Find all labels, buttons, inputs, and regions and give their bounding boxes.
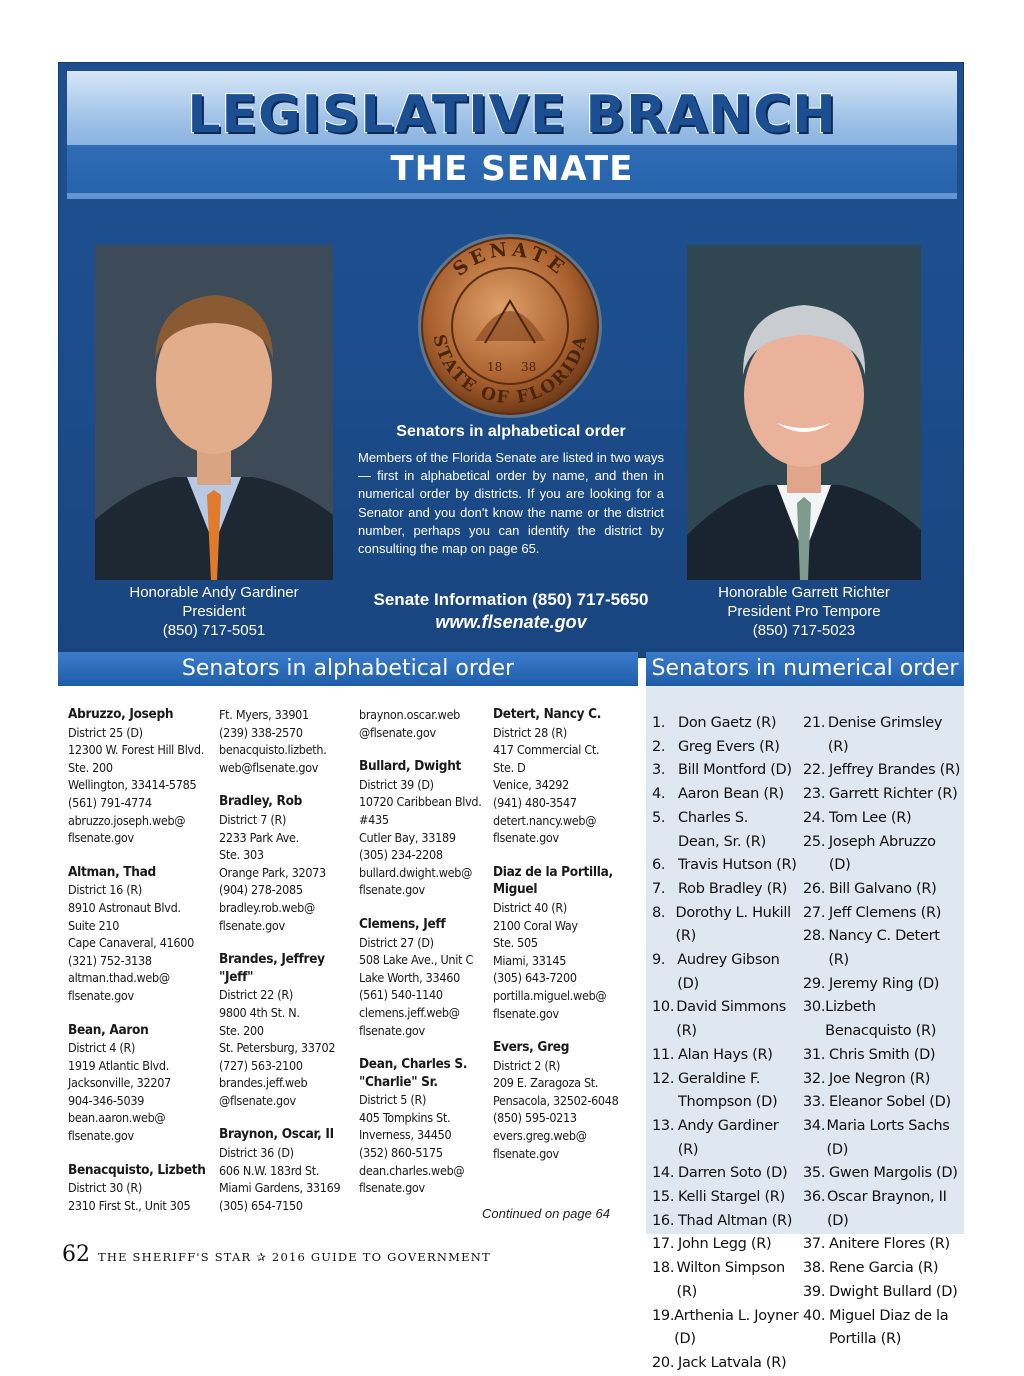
senator-detail-line: Cutler Bay, 33189	[359, 829, 456, 845]
senator-detail-line: District 16 (R)	[68, 882, 142, 898]
senator-entry	[493, 1039, 633, 1162]
district-number: 3.	[652, 762, 666, 779]
senator-detail-line: 2233 Park Ave.	[219, 829, 299, 845]
senator-detail-line: 508 Lake Ave., Unit C	[359, 952, 474, 968]
district-senator: John Legg (R)	[678, 1236, 772, 1253]
senator-detail-line: District 30 (R)	[68, 1180, 142, 1196]
district-senator: Aaron Bean (R)	[678, 786, 784, 803]
district-number: 19.	[652, 1307, 675, 1324]
district-number: 6.	[652, 857, 666, 874]
senator-detail-line: District 27 (D)	[359, 934, 434, 950]
district-number: 13.	[652, 1117, 675, 1134]
district-item	[803, 1091, 961, 1115]
district-number: 8.	[652, 904, 666, 921]
senator-entry	[493, 706, 633, 847]
district-senator: Portilla (R)	[829, 1331, 902, 1348]
pro-tempore-role: President Pro Tempore	[727, 603, 881, 620]
senator-detail-line: portilla.miguel.web@	[493, 987, 607, 1003]
district-number: 21.	[803, 715, 826, 731]
district-number: 14.	[652, 1165, 675, 1182]
district-item	[803, 1186, 961, 1233]
senator-name: Abruzzo, Joseph	[68, 706, 174, 722]
seal-year-right: 38	[521, 360, 537, 374]
senator-detail-line: Venice, 34292	[493, 777, 570, 793]
senator-detail-line: Miami, 33145	[493, 952, 567, 968]
senator-detail-line: flsenate.gov	[219, 917, 285, 933]
district-item	[803, 925, 961, 972]
district-senator: Joseph Abruzzo (D)	[828, 833, 936, 874]
senator-detail-line: (561) 540-1140	[359, 987, 443, 1003]
page-subtitle: THE SENATE	[390, 149, 634, 189]
president-phone: (850) 717-5051	[162, 622, 266, 639]
district-item	[652, 878, 802, 902]
district-item	[652, 1044, 802, 1068]
alpha-column-3	[359, 706, 493, 1197]
district-item	[803, 783, 961, 807]
senator-detail-line: Suite 210	[68, 917, 120, 933]
district-item	[803, 831, 961, 878]
district-item	[803, 1068, 961, 1092]
district-number: 36.	[803, 1189, 826, 1206]
senator-detail-line: bean.aaron.web@	[68, 1110, 166, 1126]
district-item	[803, 1328, 961, 1352]
district-item	[652, 1115, 802, 1162]
district-senator: Chris Smith (D)	[829, 1046, 936, 1063]
district-senator: Oscar Braynon, II (D)	[826, 1189, 947, 1229]
district-number: 12.	[652, 1070, 675, 1087]
senator-name: Braynon, Oscar, II	[219, 1126, 334, 1143]
district-senator: David Simmons (R)	[676, 999, 786, 1040]
senator-detail-line: evers.greg.web@	[493, 1128, 587, 1144]
senator-entry	[219, 706, 357, 776]
senator-detail-line: @flsenate.gov	[359, 724, 436, 740]
district-item	[803, 973, 961, 997]
district-number: 5.	[652, 809, 666, 826]
senator-detail-line: flsenate.gov	[68, 987, 134, 1003]
senator-detail-line: 9800 4th St. N.	[219, 1004, 300, 1020]
senator-detail-line: 8910 Astronaut Blvd.	[68, 899, 181, 915]
seal-year-left: 18	[487, 360, 503, 374]
senator-name: Benacquisto, Lizbeth	[68, 1161, 206, 1178]
intro-block	[358, 423, 664, 558]
numeric-section-header: Senators in numerical order	[646, 652, 964, 686]
senator-detail-line: (904) 278-2085	[219, 882, 303, 898]
numeric-list-left	[652, 712, 802, 1376]
district-item	[652, 1210, 802, 1234]
district-item	[652, 1352, 802, 1376]
district-senator: Jeffrey Brandes (R)	[829, 762, 961, 779]
district-senator: Joe Negron (R)	[829, 1070, 931, 1087]
senator-detail-line: clemens.jeff.web@	[359, 1004, 460, 1020]
senator-detail-line: (850) 595-0213	[493, 1110, 577, 1126]
senator-detail-line: District 39 (D)	[359, 776, 434, 792]
senator-name: Dean, Charles S. "Charlie" Sr.	[359, 1056, 468, 1090]
district-number: 11.	[652, 1046, 675, 1063]
district-number: 9.	[652, 952, 666, 969]
district-senator: Bill Montford (D)	[678, 762, 792, 779]
district-number: 35.	[803, 1165, 826, 1182]
district-item	[803, 1233, 961, 1257]
senator-detail-line: Cape Canaveral, 41600	[68, 935, 194, 951]
page-title: LEGISLATIVE BRANCH	[187, 85, 837, 145]
page-number: 62	[62, 1242, 90, 1267]
district-senator: Jeff Clemens (R)	[829, 904, 942, 921]
district-item	[652, 1162, 802, 1186]
senator-detail-line: District 28 (R)	[493, 724, 567, 740]
district-item	[652, 783, 802, 807]
district-number: 27.	[803, 904, 826, 921]
district-number: 18.	[652, 1260, 675, 1277]
district-number	[652, 1091, 678, 1115]
district-number: 38.	[803, 1260, 826, 1277]
senator-detail-line: 2310 First St., Unit 305	[68, 1197, 191, 1213]
district-number: 40.	[803, 1307, 826, 1324]
senator-entry	[219, 951, 357, 1109]
district-item	[652, 902, 802, 949]
district-item	[652, 807, 802, 831]
district-number: 39.	[803, 1283, 826, 1300]
senator-detail-line: 606 N.W. 183rd St.	[219, 1162, 320, 1178]
senator-detail-line: (305) 654-7150	[219, 1197, 303, 1213]
senator-entry	[68, 706, 218, 847]
senator-detail-line: dean.charles.web@	[359, 1162, 465, 1178]
district-number: 20.	[652, 1354, 675, 1371]
district-senator: Tom Lee (R)	[829, 809, 912, 826]
district-item	[803, 878, 961, 902]
senator-detail-line: braynon.oscar.web	[359, 707, 461, 722]
senator-detail-line: (305) 643-7200	[493, 970, 577, 986]
title-band	[67, 71, 957, 199]
president-name: Honorable Andy Gardiner	[129, 584, 299, 601]
senator-detail-line: (352) 860-5175	[359, 1145, 443, 1161]
senator-detail-line: 12300 W. Forest Hill Blvd.	[68, 742, 204, 758]
intro-text: Members of the Florida Senate are listed in two ways — first in alphabetical order by name, and then in numerical order by districts. If you are looking for a Senator and you don't know the name or the district number, perhaps you can identify the district by consulting the map on page 65.	[358, 450, 664, 557]
pro-tempore-photo	[687, 245, 921, 580]
senator-detail-line: District 40 (R)	[493, 899, 567, 915]
district-number: 26.	[803, 880, 826, 897]
district-senator: Travis Hutson (R)	[678, 857, 797, 874]
senator-detail-line: Ste. 303	[219, 847, 264, 863]
senator-entry	[68, 1162, 218, 1215]
district-senator: Wilton Simpson (R)	[676, 1260, 785, 1300]
senator-name: Detert, Nancy C.	[493, 706, 602, 722]
district-item	[652, 854, 802, 878]
senator-detail-line: 904-346-5039	[68, 1092, 145, 1108]
senator-detail-line: (941) 480-3547	[493, 794, 577, 810]
district-number: 24.	[803, 809, 826, 826]
senator-detail-line: altman.thad.web@	[68, 970, 170, 986]
senator-detail-line: (239) 338-2570	[219, 724, 303, 740]
senator-detail-line: 1919 Atlantic Blvd.	[68, 1057, 169, 1073]
district-number: 31.	[803, 1046, 826, 1063]
president-role: President	[182, 603, 246, 620]
senator-detail-line: District 4 (R)	[68, 1040, 136, 1056]
district-item	[652, 1091, 802, 1115]
senator-detail-line: (727) 563-2100	[219, 1057, 303, 1073]
district-item	[652, 1305, 802, 1352]
senator-detail-line: flsenate.gov	[493, 1145, 559, 1161]
district-number: 25.	[803, 833, 826, 850]
senator-detail-line: benacquisto.lizbeth.	[219, 742, 327, 758]
publication-name: THE SHERIFF'S STAR ✰ 2016 GUIDE TO GOVERNMENT	[98, 1250, 491, 1264]
senator-detail-line: 417 Commercial Ct.	[493, 742, 600, 758]
senator-detail-line: Miami Gardens, 33169	[219, 1180, 341, 1196]
district-number	[803, 1328, 829, 1352]
alpha-section-header: Senators in alphabetical order	[58, 652, 638, 686]
pro-tempore-name: Honorable Garrett Richter	[718, 584, 890, 601]
district-number: 4.	[652, 786, 666, 803]
district-senator: Gwen Margolis (D)	[829, 1165, 958, 1182]
district-number: 30.	[803, 999, 826, 1016]
district-number: 28.	[803, 928, 826, 945]
district-item	[652, 1257, 802, 1304]
seal-bottom-text: STATE OF FLORIDA	[428, 332, 592, 409]
district-item	[803, 1115, 961, 1162]
senator-detail-line: @flsenate.gov	[219, 1092, 296, 1108]
senator-name: Evers, Greg	[493, 1039, 570, 1056]
senator-detail-line: Inverness, 34450	[359, 1127, 452, 1143]
district-item	[803, 1281, 961, 1305]
senator-name: Bean, Aaron	[68, 1021, 149, 1038]
district-item	[652, 1186, 802, 1210]
alpha-column-4	[493, 706, 633, 1162]
senator-detail-line: Jacksonville, 32207	[68, 1075, 171, 1091]
senator-detail-line: flsenate.gov	[68, 1128, 134, 1144]
senator-detail-line: Ste. 505	[493, 935, 538, 951]
district-item	[803, 1162, 961, 1186]
continued-note: Continued on page 64	[482, 1206, 610, 1221]
district-senator: Thompson (D)	[678, 1094, 778, 1111]
district-senator: Miguel Diaz de la	[829, 1307, 949, 1324]
district-item	[652, 712, 802, 736]
district-senator: Arthenia L. Joyner (D)	[674, 1307, 799, 1348]
district-item	[652, 949, 802, 996]
senator-detail-line: Lake Worth, 33460	[359, 969, 460, 985]
district-item	[652, 996, 802, 1043]
senator-name: Diaz de la Portilla, Miguel	[493, 863, 613, 898]
district-number: 34.	[803, 1117, 826, 1134]
district-senator: Bill Galvano (R)	[829, 880, 937, 897]
senator-detail-line: (561) 791-4774	[68, 794, 152, 810]
district-number: 33.	[803, 1094, 826, 1111]
district-item	[803, 759, 961, 783]
senator-name: Altman, Thad	[68, 863, 156, 880]
pro-tempore-phone: (850) 717-5023	[752, 622, 856, 639]
district-senator: Denise Grimsley (R)	[827, 715, 943, 755]
district-number	[652, 831, 678, 855]
senator-name: Bullard, Dwight	[359, 758, 462, 775]
seal-top-text: SENATE	[448, 238, 572, 281]
district-senator: Jack Latvala (R)	[678, 1354, 787, 1371]
district-senator: Eleanor Sobel (D)	[829, 1094, 951, 1111]
senate-info-phone: Senate Information (850) 717-5650	[373, 590, 649, 609]
subtitle-band	[67, 145, 957, 193]
district-number: 32.	[803, 1070, 826, 1087]
district-number: 23.	[803, 786, 826, 803]
district-number: 17.	[652, 1236, 675, 1253]
senator-detail-line: 209 E. Zaragoza St.	[493, 1075, 599, 1091]
district-senator: Don Gaetz (R)	[678, 715, 777, 731]
district-senator: Darren Soto (D)	[678, 1165, 788, 1182]
senator-detail-line: flsenate.gov	[359, 1180, 425, 1196]
senator-entry	[359, 758, 493, 899]
president-caption	[95, 583, 333, 640]
senator-detail-line: Ste. 200	[219, 1022, 264, 1038]
senator-name: Bradley, Rob	[219, 793, 303, 810]
district-item	[652, 736, 802, 760]
senator-detail-line: bradley.rob.web@	[219, 899, 315, 915]
district-item	[652, 1233, 802, 1257]
senator-detail-line: 2100 Coral Way	[493, 917, 578, 933]
senator-entry	[493, 864, 633, 1022]
senator-detail-line: Orange Park, 32073	[219, 864, 326, 880]
senator-detail-line: #435	[359, 811, 389, 827]
senator-entry	[68, 864, 218, 1005]
senator-detail-line: flsenate.gov	[359, 1022, 425, 1038]
senator-detail-line: District 22 (R)	[219, 987, 293, 1003]
district-number: 7.	[652, 880, 666, 897]
senator-entry	[219, 1126, 357, 1214]
senator-detail-line: 405 Tompkins St.	[359, 1109, 451, 1125]
senator-detail-line: St. Petersburg, 33702	[219, 1040, 336, 1056]
senator-detail-line: (321) 752-3138	[68, 952, 152, 968]
district-item	[803, 712, 961, 759]
senator-detail-line: Ft. Myers, 33901	[219, 707, 309, 722]
president-photo	[95, 245, 333, 580]
district-senator: Dorothy L. Hukill (R)	[675, 904, 791, 945]
district-senator: Garrett Richter (R)	[829, 786, 958, 803]
senator-detail-line: flsenate.gov	[493, 830, 559, 846]
district-item	[803, 996, 961, 1043]
senator-detail-line: detert.nancy.web@	[493, 812, 597, 828]
district-senator: Dean, Sr. (R)	[678, 833, 766, 850]
alpha-column-2	[219, 706, 357, 1214]
senator-detail-line: flsenate.gov	[359, 882, 425, 898]
numeric-list-right	[803, 712, 961, 1352]
footer	[62, 1242, 491, 1267]
senator-entry	[359, 706, 493, 741]
senate-seal	[415, 231, 605, 421]
district-senator: Lizbeth Benacquisto (R)	[825, 999, 937, 1040]
district-item	[803, 1257, 961, 1281]
senator-detail-line: bullard.dwight.web@	[359, 864, 473, 880]
district-number: 1.	[652, 715, 666, 731]
district-senator: Nancy C. Detert (R)	[828, 928, 940, 969]
senator-detail-line: District 5 (R)	[359, 1092, 427, 1108]
senator-detail-line: 10720 Caribbean Blvd.	[359, 794, 482, 810]
district-senator: Charles S.	[678, 809, 749, 826]
senator-detail-line: flsenate.gov	[493, 1005, 559, 1021]
district-number: 2.	[652, 738, 666, 755]
senator-detail-line: (305) 234-2208	[359, 847, 443, 863]
district-number: 15.	[652, 1189, 675, 1206]
senator-detail-line: Pensacola, 32502-6048	[493, 1092, 619, 1108]
senator-detail-line: brandes.jeff.web	[219, 1075, 308, 1091]
district-number: 10.	[652, 999, 675, 1016]
district-item	[803, 1305, 961, 1329]
senator-detail-line: web@flsenate.gov	[219, 759, 319, 775]
district-item	[803, 902, 961, 926]
senator-detail-line: flsenate.gov	[68, 830, 134, 846]
district-senator: Geraldine F.	[678, 1070, 761, 1087]
district-senator: Andy Gardiner (R)	[677, 1117, 779, 1158]
district-senator: Audrey Gibson (D)	[677, 952, 780, 992]
senator-detail-line: Ste. D	[493, 759, 526, 775]
district-number: 16.	[652, 1212, 675, 1229]
district-number: 22.	[803, 762, 826, 779]
district-senator: Maria Lorts Sachs (D)	[826, 1117, 950, 1158]
senator-entry	[359, 916, 493, 1039]
district-item	[803, 807, 961, 831]
intro-heading: Senators in alphabetical order	[396, 423, 626, 440]
district-item	[652, 759, 802, 783]
district-item	[803, 1044, 961, 1068]
senator-name: Clemens, Jeff	[359, 915, 446, 932]
senator-name: Brandes, Jeffrey "Jeff"	[219, 951, 325, 985]
district-number: 37.	[803, 1236, 826, 1253]
senator-detail-line: District 2 (R)	[493, 1057, 561, 1073]
senator-entry	[219, 793, 357, 934]
district-senator: Kelli Stargel (R)	[678, 1189, 785, 1206]
district-senator: Anitere Flores (R)	[829, 1236, 950, 1253]
senator-detail-line: District 36 (D)	[219, 1145, 294, 1161]
senator-detail-line: Wellington, 33414-5785	[68, 777, 197, 793]
pro-tempore-caption	[687, 583, 921, 640]
senator-detail-line: Ste. 200	[68, 759, 113, 775]
district-senator: Rene Garcia (R)	[829, 1260, 939, 1277]
district-item	[652, 1068, 802, 1092]
district-item	[652, 831, 802, 855]
alpha-column-1	[68, 706, 218, 1214]
senator-entry	[359, 1056, 493, 1197]
district-senator: Thad Altman (R)	[678, 1212, 793, 1229]
district-senator: Greg Evers (R)	[678, 738, 780, 755]
district-senator: Dwight Bullard (D)	[829, 1283, 958, 1300]
district-senator: Rob Bradley (R)	[678, 880, 788, 897]
district-number: 29.	[803, 975, 826, 992]
senator-entry	[68, 1022, 218, 1145]
district-senator: Alan Hays (R)	[678, 1046, 773, 1063]
district-senator: Jeremy Ring (D)	[829, 975, 940, 992]
header-panel	[58, 62, 964, 658]
senator-detail-line: abruzzo.joseph.web@	[68, 812, 186, 828]
senator-detail-line: District 25 (D)	[68, 724, 143, 740]
senator-detail-line: District 7 (R)	[219, 811, 287, 827]
senate-website[interactable]: www.flsenate.gov	[435, 612, 587, 632]
